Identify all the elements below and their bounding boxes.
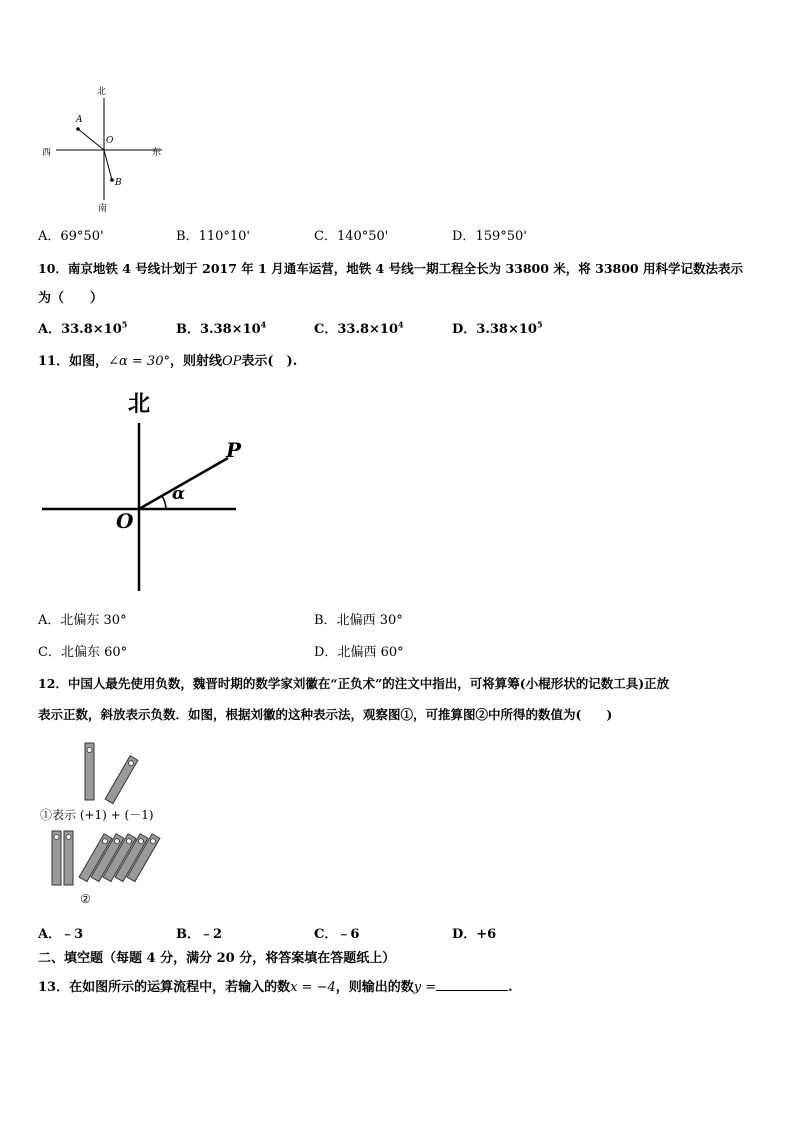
q13-stem-post: .: [508, 980, 513, 995]
option-letter: D．: [452, 229, 476, 244]
q9-south-label: 南: [98, 204, 108, 214]
option-text: 北偏东 60°: [60, 645, 128, 660]
option-text: 110°10': [198, 229, 250, 244]
option-text: ﹣3: [61, 927, 84, 942]
q9-east-label: 东: [152, 148, 162, 158]
option-text: 北偏西 60°: [337, 645, 404, 660]
option-text: 140°50': [336, 229, 389, 244]
q10-option-a[interactable]: [38, 319, 128, 338]
q9-option-a[interactable]: [38, 229, 104, 245]
q10-option-d[interactable]: [452, 319, 543, 338]
q12-rod-slanted-1: [105, 756, 138, 804]
option-base: 33.8×10: [337, 322, 399, 337]
option-letter: B．: [176, 927, 200, 942]
option-letter: D．: [452, 927, 477, 942]
q11-option-a[interactable]: [38, 613, 127, 629]
option-text: 159°50': [475, 229, 527, 244]
q13-output-variable: y =: [413, 980, 437, 995]
option-letter: B．: [176, 229, 199, 244]
q11-figure: [38, 385, 248, 600]
option-letter: A．: [38, 229, 61, 244]
q12-figure-svg: [36, 738, 176, 913]
q12-figure: [36, 738, 176, 913]
q9-point-b-label: B: [115, 178, 122, 188]
q10-stem-line2: 为（ ）: [38, 291, 104, 306]
section-2-heading: 二、填空题（每题 4 分，满分 20 分，将答案填在答题纸上）: [38, 951, 396, 966]
q11-stem: [38, 354, 297, 370]
q10-stem-line1: 10．南京地铁 4 号线计划于 2017 年 1 月通车运营，地铁 4 号线一期工程全长为 33800 米，将 33800 用科学记数法表示: [38, 261, 743, 276]
q11-option-d[interactable]: [314, 645, 404, 661]
q9-ray-ob: [104, 150, 112, 180]
option-base: 3.38×10: [200, 322, 261, 337]
q9-ray-oa: [78, 129, 104, 150]
q11-option-c[interactable]: [38, 645, 127, 661]
q12-rod-upright-2b: [64, 831, 73, 885]
option-exponent: 4: [398, 319, 404, 330]
q11-stem-post: 表示( ).: [241, 354, 298, 369]
q12-caption-2: ②: [80, 892, 91, 906]
option-letter: D．: [452, 322, 477, 337]
option-text: ﹣6: [337, 927, 360, 942]
q12-option-b[interactable]: [176, 927, 222, 943]
q9-north-label: 北: [97, 87, 107, 97]
q11-alpha-label: α: [172, 484, 186, 504]
option-exponent: 5: [536, 319, 543, 330]
option-letter: C．: [314, 229, 337, 244]
option-text: ﹣2: [200, 927, 223, 942]
q10-option-c[interactable]: [314, 319, 404, 338]
q11-stem-mid: ，则射线: [169, 354, 222, 369]
q11-point-p-label: P: [226, 438, 242, 462]
option-text: 69°50': [60, 229, 104, 244]
q11-option-b[interactable]: [314, 613, 403, 629]
q9-west-label: 西: [42, 148, 52, 158]
option-letter: C．: [314, 927, 338, 942]
option-base: 33.8×10: [61, 322, 122, 337]
option-text: 北偏东 30°: [60, 613, 127, 628]
q12-rod-upright-2a: [52, 831, 61, 885]
q9-option-b[interactable]: [176, 229, 250, 245]
option-letter: B．: [314, 613, 337, 628]
q11-origin-label: O: [116, 509, 134, 533]
q10-option-b[interactable]: [176, 319, 267, 338]
option-exponent: 4: [260, 319, 267, 330]
q12-option-d[interactable]: [452, 927, 496, 943]
option-base: 3.38×10: [476, 322, 537, 337]
q12-option-c[interactable]: [314, 927, 359, 943]
q13-stem-mid: ，则输出的数: [335, 980, 414, 995]
q13-answer-blank[interactable]: [436, 978, 508, 991]
q13-input-expression: x = −4: [290, 980, 336, 995]
option-letter: A．: [38, 613, 61, 628]
q11-north-label: 北: [128, 391, 151, 417]
q9-option-d[interactable]: [452, 229, 527, 245]
option-letter: A．: [38, 322, 62, 337]
q12-stem-line2: 表示正数，斜放表示负数．如图，根据刘徽的这种表示法，观察图①，可推算图②中所得的数值为( ): [38, 707, 613, 722]
option-text: 北偏西 30°: [336, 613, 403, 628]
q12-rod-upright-1: [85, 743, 94, 800]
option-letter: C．: [38, 645, 61, 660]
q9-point-a-label: A: [76, 115, 83, 125]
q12-caption-1: ①表示 (+1) + (－1): [40, 808, 154, 822]
q13-stem: [38, 978, 513, 996]
option-text: +6: [476, 927, 497, 942]
option-letter: A．: [38, 927, 62, 942]
q9-point-a: [76, 127, 80, 131]
q11-angle-expression: ∠α = 30°: [108, 354, 170, 369]
option-letter: B．: [176, 322, 200, 337]
q9-option-c[interactable]: [314, 229, 388, 245]
q11-angle-arc: [162, 496, 166, 509]
q9-point-b: [110, 178, 114, 182]
option-letter: D．: [314, 645, 338, 660]
option-letter: C．: [314, 322, 338, 337]
q13-stem-pre: 13．在如图所示的运算流程中，若输入的数: [38, 980, 291, 995]
option-exponent: 5: [121, 319, 128, 330]
q11-ray-name: OP: [221, 354, 242, 369]
q12-stem-line1: 12．中国人最先使用负数，魏晋时期的数学家刘徽在“正负术”的注文中指出，可将算筹(小棍形状的记数工具)正放: [38, 676, 670, 691]
q11-stem-pre: 11．如图，: [38, 354, 109, 369]
q9-center-label: O: [106, 136, 114, 146]
q12-option-a[interactable]: [38, 927, 83, 943]
q9-compass-figure: [38, 80, 178, 220]
